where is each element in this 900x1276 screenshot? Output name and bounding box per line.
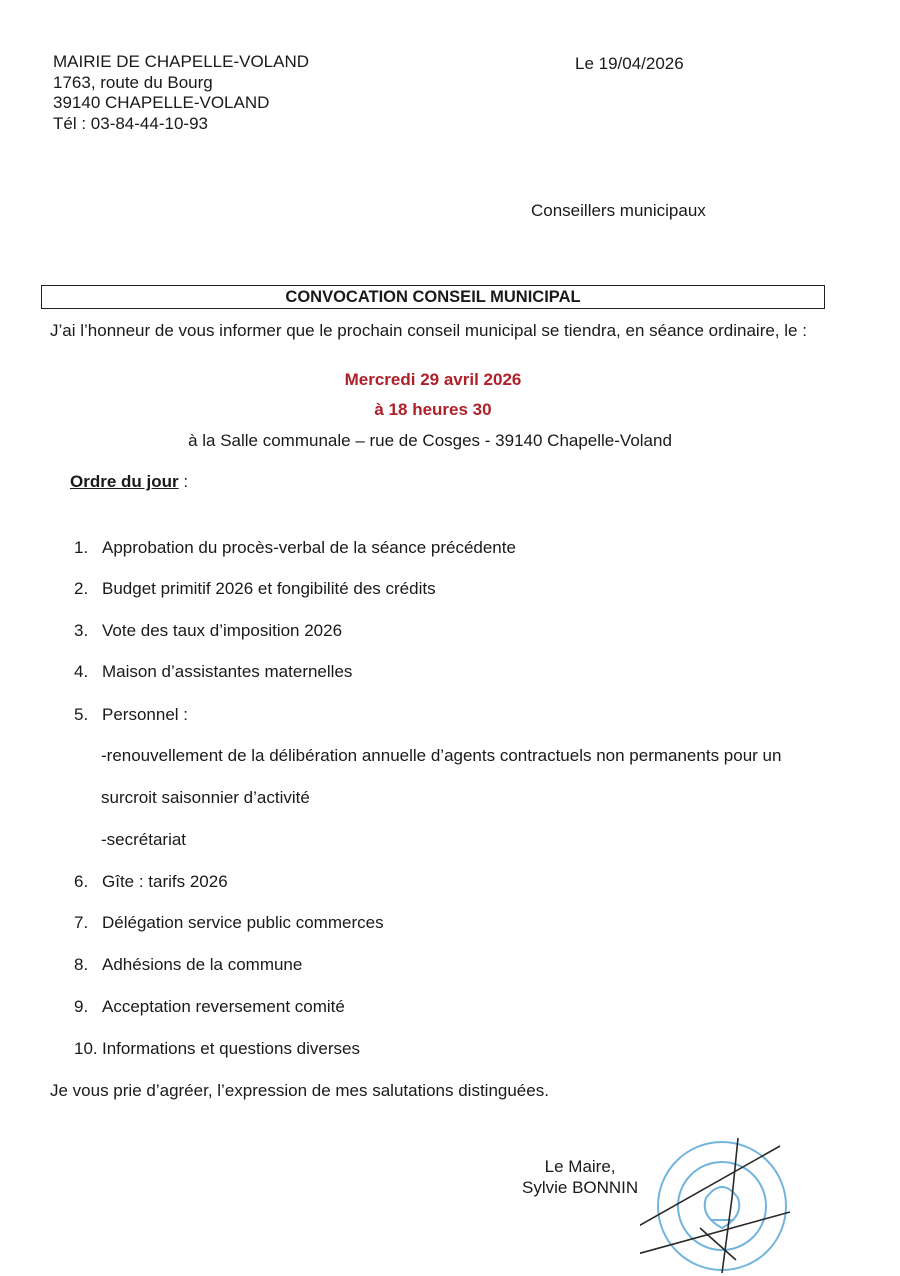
agenda-item [74, 705, 188, 725]
agenda-sub-item-continued: surcroit saisonnier d’activité [101, 788, 310, 807]
sender-street: 1763, route du Bourg [53, 72, 213, 92]
agenda-heading [70, 472, 188, 492]
agenda-sub-item: -renouvellement de la délibération annuelle d’agents contractuels non permanents pour un [101, 746, 782, 765]
agenda-item [74, 1039, 360, 1059]
agenda-item-text: Acceptation reversement comité [102, 997, 345, 1016]
agenda-item-number: 8. [74, 955, 89, 974]
agenda-item [74, 872, 228, 892]
signature-block [522, 1156, 638, 1198]
agenda-item [74, 621, 342, 641]
letter-date: Le 19/04/2026 [575, 54, 684, 73]
document-title: CONVOCATION CONSEIL MUNICIPAL [41, 285, 825, 309]
sender-phone: Tél : 03-84-44-10-93 [53, 113, 208, 133]
official-stamp-icon [640, 1128, 800, 1276]
agenda-item-text: Personnel : [102, 705, 188, 724]
agenda-item [74, 955, 302, 975]
meeting-place: à la Salle communale – rue de Cosges - 39140 Chapelle-Voland [188, 431, 672, 450]
agenda-item [74, 579, 436, 599]
agenda-item-text: Délégation service public commerces [102, 913, 384, 932]
agenda-item [74, 997, 345, 1017]
agenda-item-number: 4. [74, 662, 89, 681]
agenda-item-number: 9. [74, 997, 89, 1016]
sender-name: MAIRIE DE CHAPELLE-VOLAND [53, 52, 310, 71]
agenda-item-text: Gîte : tarifs 2026 [102, 872, 228, 891]
sender-address [53, 52, 309, 134]
signature-name: Sylvie BONNIN [522, 1178, 639, 1197]
agenda-item-number: 10. [74, 1039, 98, 1058]
agenda-heading-label: Ordre du jour [70, 472, 179, 491]
meeting-time: à 18 heures 30 [374, 400, 492, 419]
agenda-item-number: 2. [74, 579, 89, 598]
meeting-day: Mercredi 29 avril 2026 [344, 370, 522, 389]
sender-city: 39140 CHAPELLE-VOLAND [53, 93, 270, 112]
agenda-item-text: Adhésions de la commune [102, 955, 303, 974]
agenda-heading-suffix: : [178, 472, 189, 491]
agenda-item-number: 5. [74, 705, 89, 724]
agenda-item-text: Informations et questions diverses [102, 1039, 360, 1058]
agenda-item [74, 538, 516, 558]
intro-paragraph: J’ai l’honneur de vous informer que le prochain conseil municipal se tiendra, en séance ordinaire, le : [50, 321, 807, 340]
agenda-item-number: 6. [74, 872, 89, 891]
agenda-item-text: Maison d’assistantes maternelles [102, 662, 353, 681]
agenda-item-number: 1. [74, 538, 89, 557]
recipient: Conseillers municipaux [531, 201, 706, 220]
agenda-sub-item: -secrétariat [101, 830, 187, 849]
agenda-item-text: Approbation du procès-verbal de la séance précédente [102, 538, 516, 557]
agenda-item-text: Vote des taux d’imposition 2026 [102, 621, 343, 640]
agenda-item [74, 662, 352, 682]
agenda-item [74, 913, 384, 933]
closing-formula: Je vous prie d’agréer, l’expression de mes salutations distinguées. [50, 1081, 549, 1100]
signature-role: Le Maire, [544, 1157, 616, 1176]
agenda-item-number: 3. [74, 621, 89, 640]
agenda-item-number: 7. [74, 913, 89, 932]
agenda-item-text: Budget primitif 2026 et fongibilité des crédits [102, 579, 436, 598]
